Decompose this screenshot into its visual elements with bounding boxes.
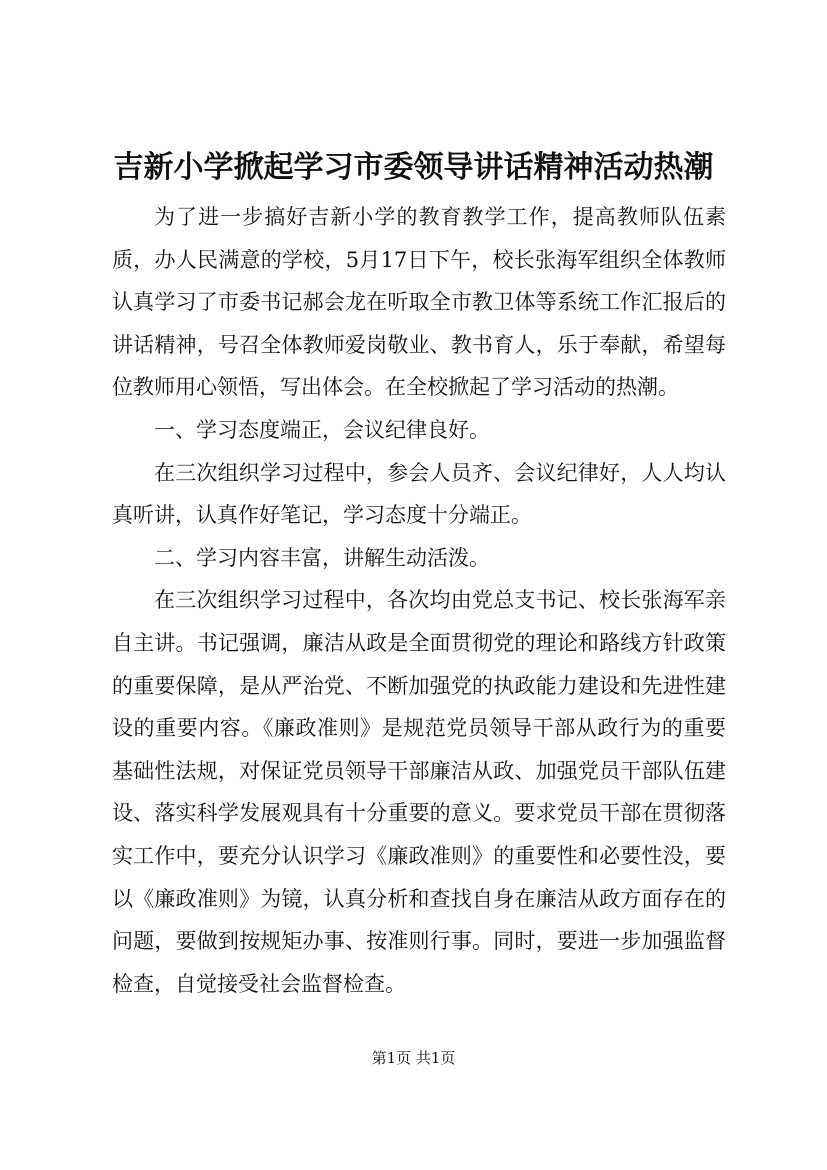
- document-body: [112, 196, 726, 1005]
- section-heading-2: 二、学习内容丰富，讲解生动活泼。: [154, 545, 490, 570]
- paragraph-section-1: 在三次组织学习过程中，参会人员齐、会议纪律好，人人均认真听讲，认真作好笔记，学习态度十分端正。: [112, 460, 726, 528]
- paragraph-section-2: 在三次组织学习过程中，各次均由党总支书记、校长张海军亲自主讲。书记强调，廉洁从政是全面贯彻党的理论和路线方针政策的重要保障，是从严治党、不断加强党的执政能力建设和先进性建设的重要内容。《廉政准则》是规范党员领导干部从政行为的重要基础性法规，对保证党员领导干部廉洁从政、加强党员干部队伍建设、落实科学发展观具有十分重要的意义。要求党员干部在贯彻落实工作中，要充分认识学习《廉政准则》的重要性和必要性没，要以《廉政准则》为镜，认真分析和查找自身在廉洁从政方面存在的问题，要做到按规矩办事、按准则行事。同时，要进一步加强监督检查，自觉接受社会监督检查。: [112, 588, 726, 996]
- paragraph-intro: 为了进一步搞好吉新小学的教育教学工作，提高教师队伍素质，办人民满意的学校，5月17日下午，校长张海军组织全体教师认真学习了市委书记郝会龙在听取全市教卫体等系统工作汇报后的讲话精神，号召全体教师爱岗敬业、教书育人，乐于奉献，希望每位教师用心领悟，写出体会。在全校掀起了学习活动的热潮。: [112, 205, 726, 400]
- section-heading-1: 一、学习态度端正，会议纪律良好。: [154, 417, 490, 442]
- document-title: 吉新小学掀起学习市委领导讲话精神活动热潮: [113, 150, 714, 185]
- page-footer: 第1页 共1页: [371, 1049, 456, 1067]
